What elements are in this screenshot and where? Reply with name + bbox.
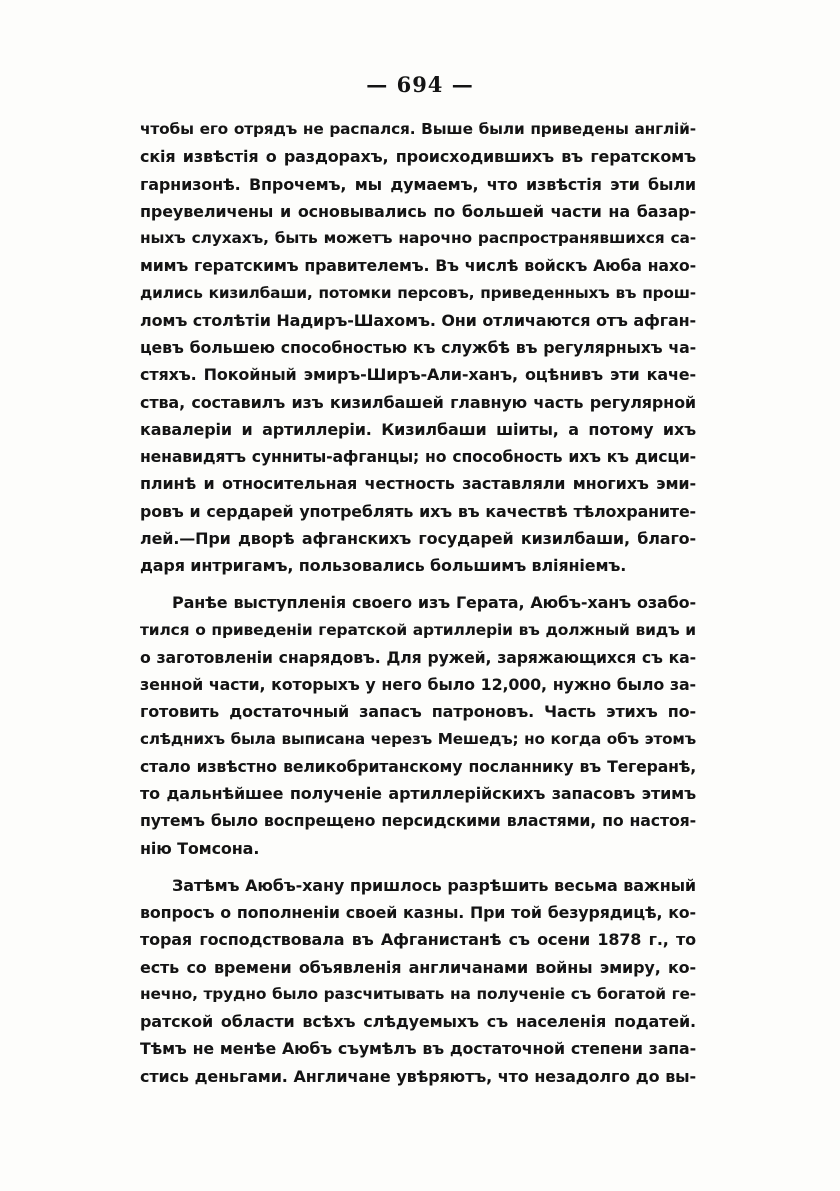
text-line: путемъ было воспрещено персидскими властями, по настоя-	[140, 811, 696, 831]
text-line: ныхъ слухахъ, быть можетъ нарочно распространявшихся са-	[140, 229, 696, 247]
text-line: Затѣмъ Аюбъ-хану пришлось разрѣшить весьма важный	[172, 875, 696, 895]
text-line: гарнизонѣ. Впрочемъ, мы думаемъ, что извѣстія эти были	[140, 174, 696, 194]
paragraph-2	[140, 589, 696, 862]
text-line: ненавидятъ сунниты-афганцы; но способность ихъ къ дисци-	[140, 447, 696, 466]
text-line: стало извѣстно великобританскому посланнику въ Тегеранѣ,	[140, 756, 696, 776]
text-line: преувеличены и основывались по большей части на базар-	[140, 201, 696, 221]
text-line: лей.—При дворѣ афганскихъ государей кизилбаши, благо-	[140, 528, 696, 548]
paragraph-1	[140, 116, 696, 579]
page-number: — 694 —	[366, 72, 474, 97]
text-line: цевъ большею способностью къ службѣ въ регулярныхъ ча-	[140, 338, 696, 357]
text-line: ратской области всѣхъ слѣдуемыхъ съ населенія податей.	[140, 1012, 696, 1031]
text-line: торая господствовала въ Афганистанѣ съ осени 1878 г., то	[140, 930, 696, 950]
body-text	[140, 116, 696, 1090]
paragraph-gap	[140, 579, 696, 589]
text-line: ства, составилъ изъ кизилбашей главную часть регулярной	[140, 392, 696, 412]
text-line: плинѣ и относительная честность заставляли многихъ эми-	[140, 474, 696, 494]
text-line: дились кизилбаши, потомки персовъ, приведенныхъ въ прош-	[140, 283, 696, 302]
text-line: слѣднихъ была выписана черезъ Мешедъ; но когда объ этомъ	[140, 729, 696, 748]
text-line: зенной части, которыхъ у него было 12,000, нужно было за-	[140, 675, 696, 694]
text-line: даря интригамъ, пользовались большимъ вліяніемъ.	[140, 556, 627, 575]
text-line: вопросъ о пополненіи своей казны. При той безурядицѣ, ко-	[140, 903, 696, 922]
text-line: скія извѣстія о раздорахъ, происходившихъ въ гератскомъ	[140, 147, 696, 167]
text-line: Тѣмъ не менѣе Аюбъ съумѣлъ въ достаточной степени запа-	[140, 1039, 696, 1059]
text-line: о заготовленіи снарядовъ. Для ружей, заряжающихся съ ка-	[140, 647, 696, 667]
text-line: нечно, трудно было разсчитывать на полученіе съ богатой ге-	[140, 984, 696, 1003]
text-line: стись деньгами. Англичане увѣряютъ, что незадолго до вы-	[140, 1066, 696, 1086]
text-line: ломъ столѣтіи Надиръ-Шахомъ. Они отличаются отъ афган-	[140, 310, 696, 330]
paragraph-gap	[140, 862, 696, 872]
text-line: есть со времени объявленія англичанами войны эмиру, ко-	[140, 957, 696, 977]
text-line: мимъ гератскимъ правителемъ. Въ числѣ войскъ Аюба нахо-	[140, 256, 696, 276]
paragraph-3	[140, 872, 696, 1090]
text-line: нію Томсона.	[140, 838, 260, 858]
text-line: то дальнѣйшее полученіе артиллерійскихъ запасовъ этимъ	[140, 784, 696, 803]
text-line: тился о приведеніи гератской артиллеріи въ должный видъ и	[140, 620, 696, 639]
text-line: стяхъ. Покойный эмиръ-Ширъ-Али-ханъ, оцѣнивъ эти каче-	[140, 365, 696, 385]
text-line: кавалеріи и артиллеріи. Кизилбаши шіиты, а потому ихъ	[140, 419, 696, 439]
text-line: готовить достаточный запасъ патроновъ. Часть этихъ по-	[140, 702, 696, 722]
text-line: чтобы его отрядъ не распался. Выше были приведены англій-	[140, 120, 696, 138]
text-line: Ранѣе выступленія своего изъ Герата, Аюбъ-ханъ озабо-	[172, 593, 696, 613]
text-line: ровъ и сердарей употреблять ихъ въ качествѣ тѣлохраните-	[140, 501, 696, 521]
